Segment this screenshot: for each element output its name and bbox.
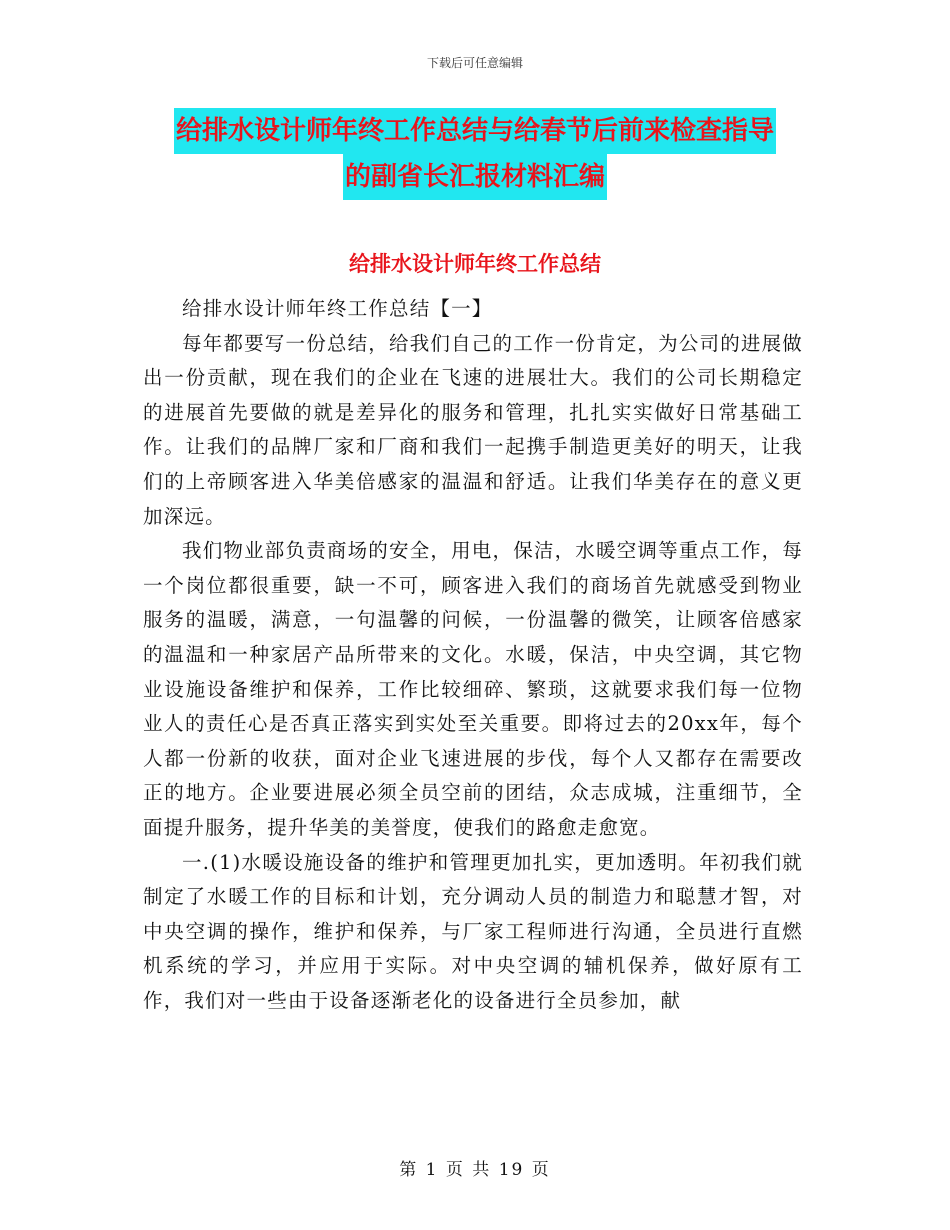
paragraph: 每年都要写一份总结，给我们自己的工作一份肯定，为公司的进展做出一份贡献，现在我们的企业在飞速的进展壮大。我们的公司长期稳定的进展首先要做的就是差异化的服务和管理，扎扎实实做好日常基础工作。让我们的品牌厂家和厂商和我们一起携手制造更美好的明天，让我们的上帝顾客进入华美倍感家的温温和舒适。让我们华美存在的意义更加深远。 <box>143 331 804 528</box>
page-footer: 第 1 页 共 19 页 <box>399 1160 551 1180</box>
title-line-1: 给排水设计师年终工作总结与给春节后前来检查指导 <box>174 108 776 154</box>
section-title: 给排水设计师年终工作总结 <box>349 252 601 276</box>
paragraph: 我们物业部负责商场的安全，用电，保洁，水暖空调等重点工作，每一个岗位都很重要，缺一不可，顾客进入我们的商场首先就感受到物业服务的温暖，满意，一句温馨的问候，一份温馨的微笑，让顾客倍感家的温温和一种家居产品所带来的文化。水暖，保洁，中央空调，其它物业设施设备维护和保养，工作比较细碎、繁琐，这就要求我们每一位物业人的责任心是否真正落实到实处至关重要。即将过去的20xx年，每个人都一份新的收获，面对企业飞速进展的步伐，每个人又都存在需要改正的地方。企业要进展必须全员空前的团结，众志成城，注重细节，全面提升服务，提升华美的美誉度，使我们的路愈走愈宽。 <box>143 539 804 839</box>
header-note: 下载后可任意编辑 <box>426 56 523 70</box>
subheading-paragraph: 给排水设计师年终工作总结【一】 <box>182 297 493 320</box>
title-line-2: 的副省长汇报材料汇编 <box>343 154 607 200</box>
document-title <box>120 108 830 200</box>
body-text <box>143 292 803 1018</box>
paragraph: 一.(1)水暖设施设备的维护和管理更加扎实，更加透明。年初我们就制定了水暖工作的目标和计划，充分调动人员的制造力和聪慧才智，对中央空调的操作，维护和保养，与厂家工程师进行沟通，全员进行直燃机系统的学习，并应用于实际。对中央空调的辅机保养，做好原有工作，我们对一些由于设备逐渐老化的设备进行全员参加，献 <box>143 850 803 1012</box>
